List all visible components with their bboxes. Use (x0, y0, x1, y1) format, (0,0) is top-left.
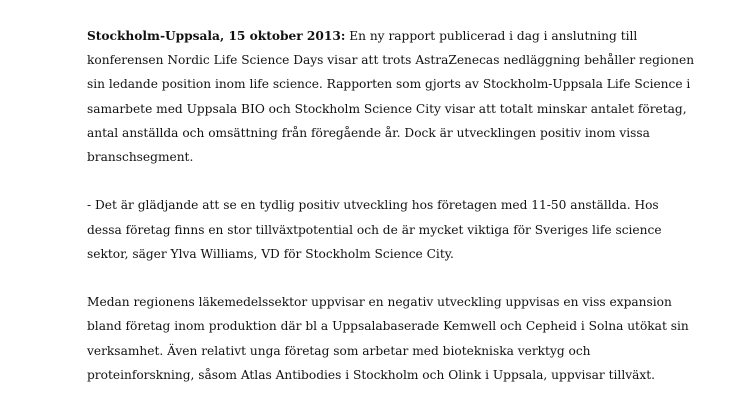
text-line (87, 24, 667, 48)
text-line: sin ledande position inom life science. Rapporten som gjorts av Stockholm-Uppsala Life Science i (87, 77, 691, 92)
text-line-content: En ny rapport publicerad i dag i anslutning till (345, 29, 638, 43)
text-line: branschsegment. (87, 150, 194, 165)
text-line: sektor, säger Ylva Williams, VD för Stockholm Science City. (87, 246, 454, 261)
text-line: proteinforskning, såsom Atlas Antibodies i Stockholm och Olink i Uppsala, uppvisar tillväxt. (87, 367, 656, 382)
paragraph-sector (87, 290, 689, 387)
text-line: samarbete med Uppsala BIO och Stockholm Science City visar att totalt minskar antalet företag, (87, 101, 687, 116)
text-line: bland företag inom produktion där bl a Uppsalabaserade Kemwell och Cepheid i Solna utökat sin (87, 319, 689, 334)
dateline: Stockholm-Uppsala, 15 oktober 2013: (87, 29, 346, 43)
text-line: dessa företag finns en stor tillväxtpotential och de är mycket viktiga för Sveriges life science (87, 222, 662, 237)
text-line: antal anställda och omsättning från föregående år. Dock är utvecklingen positiv inom vissa (87, 125, 650, 140)
text-line: - Det är glädjande att se en tydlig positiv utveckling hos företagen med 11-50 anställda. Hos (87, 198, 659, 213)
text-line: Medan regionens läkemedelssektor uppvisar en negativ utveckling uppvisas en viss expansion (87, 295, 672, 310)
text-line: konferensen Nordic Life Science Days visar att trots AstraZenecas nedläggning behåller regionen (87, 53, 695, 68)
paragraph-quote (87, 193, 667, 266)
paragraph-intro (87, 24, 695, 169)
document-body (87, 24, 695, 387)
text-line: verksamhet. Även relativt unga företag som arbetar med biotekniska verktyg och (87, 343, 591, 358)
